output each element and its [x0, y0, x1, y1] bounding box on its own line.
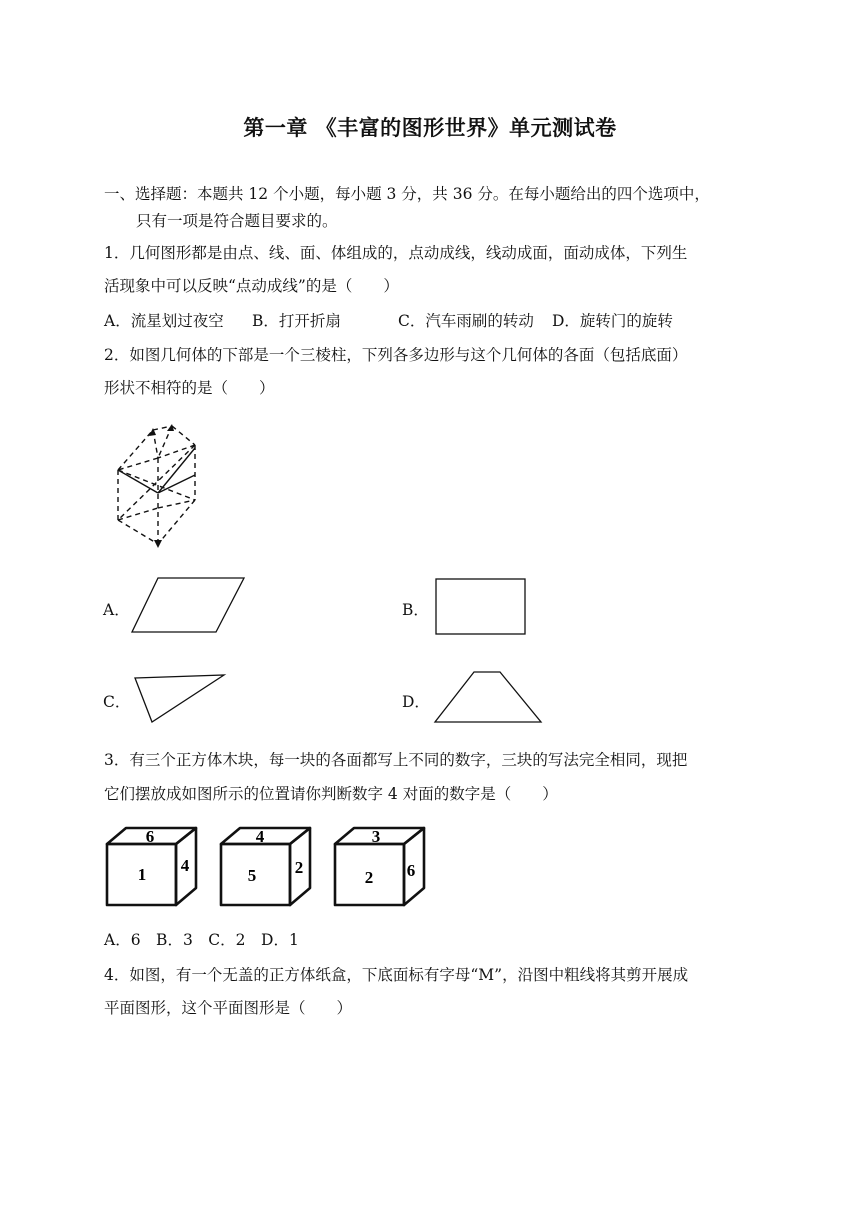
q2-option-c-label: C． [103, 693, 131, 711]
q1-stem: 1．几何图形都是由点、线、面、体组成的，点动成线，线动成面，面动成体，下列生 [104, 244, 688, 262]
cube-2-top-number: 4 [255, 827, 265, 846]
cube-2-front-number: 5 [247, 866, 257, 885]
q1-option-d: D．旋转门的旋转 [552, 312, 673, 330]
page-title: 第一章 《丰富的图形世界》单元测试卷 [243, 116, 617, 140]
q2-stem-cont: 形状不相符的是（ ） [104, 379, 275, 397]
cube-3-top-number: 3 [371, 827, 381, 846]
section-heading-cont: 只有一项是符合题目要求的。 [136, 212, 338, 230]
q3-options: A．6 B．3 C．2 D．1 [104, 931, 299, 949]
q2-option-c-triangle [132, 672, 228, 726]
q2-option-a-label: A． [103, 601, 130, 619]
q3-stem: 3．有三个正方体木块，每一块的各面都写上不同的数字，三块的写法完全相同，现把 [104, 751, 688, 769]
q1-option-a: A．流星划过夜空 [104, 312, 224, 330]
q2-option-b-rectangle [434, 577, 528, 637]
q2-solid-figure [100, 418, 210, 553]
cube-2 [218, 826, 314, 908]
q3-stem-cont: 它们摆放成如图所示的位置请你判断数字 4 对面的数字是（ ） [104, 785, 558, 803]
cube-3-front-number: 2 [364, 868, 374, 887]
cube-1-top-number: 6 [145, 827, 155, 846]
q1-option-c: C．汽车雨刷的转动 [398, 312, 534, 330]
q2-option-d-trapezoid [432, 670, 546, 726]
q2-option-a-parallelogram [130, 576, 250, 636]
q2-option-d-label: D． [402, 693, 430, 711]
cube-2-side-number: 2 [294, 858, 304, 877]
q1-option-b: B．打开折扇 [252, 312, 341, 330]
section-heading: 一、选择题：本题共 12 个小题，每小题 3 分，共 36 分。在每小题给出的四个选项中， [104, 185, 710, 203]
q4-stem: 4．如图，有一个无盖的正方体纸盒，下底面标有字母“M”，沿图中粗线将其剪开展成 [104, 966, 689, 984]
cube-3 [332, 826, 428, 908]
cube-1-front-number: 1 [137, 865, 147, 884]
cube-1-side-number: 4 [180, 856, 190, 875]
q2-stem: 2．如图几何体的下部是一个三棱柱，下列各多边形与这个几何体的各面（包括底面） [104, 346, 688, 364]
cube-3-side-number: 6 [406, 861, 416, 880]
q1-stem-cont: 活现象中可以反映“点动成线”的是（ ） [104, 277, 399, 295]
q2-option-b-label: B． [402, 601, 429, 619]
q4-stem-cont: 平面图形，这个平面图形是（ ） [104, 999, 353, 1017]
cube-1 [104, 826, 200, 908]
